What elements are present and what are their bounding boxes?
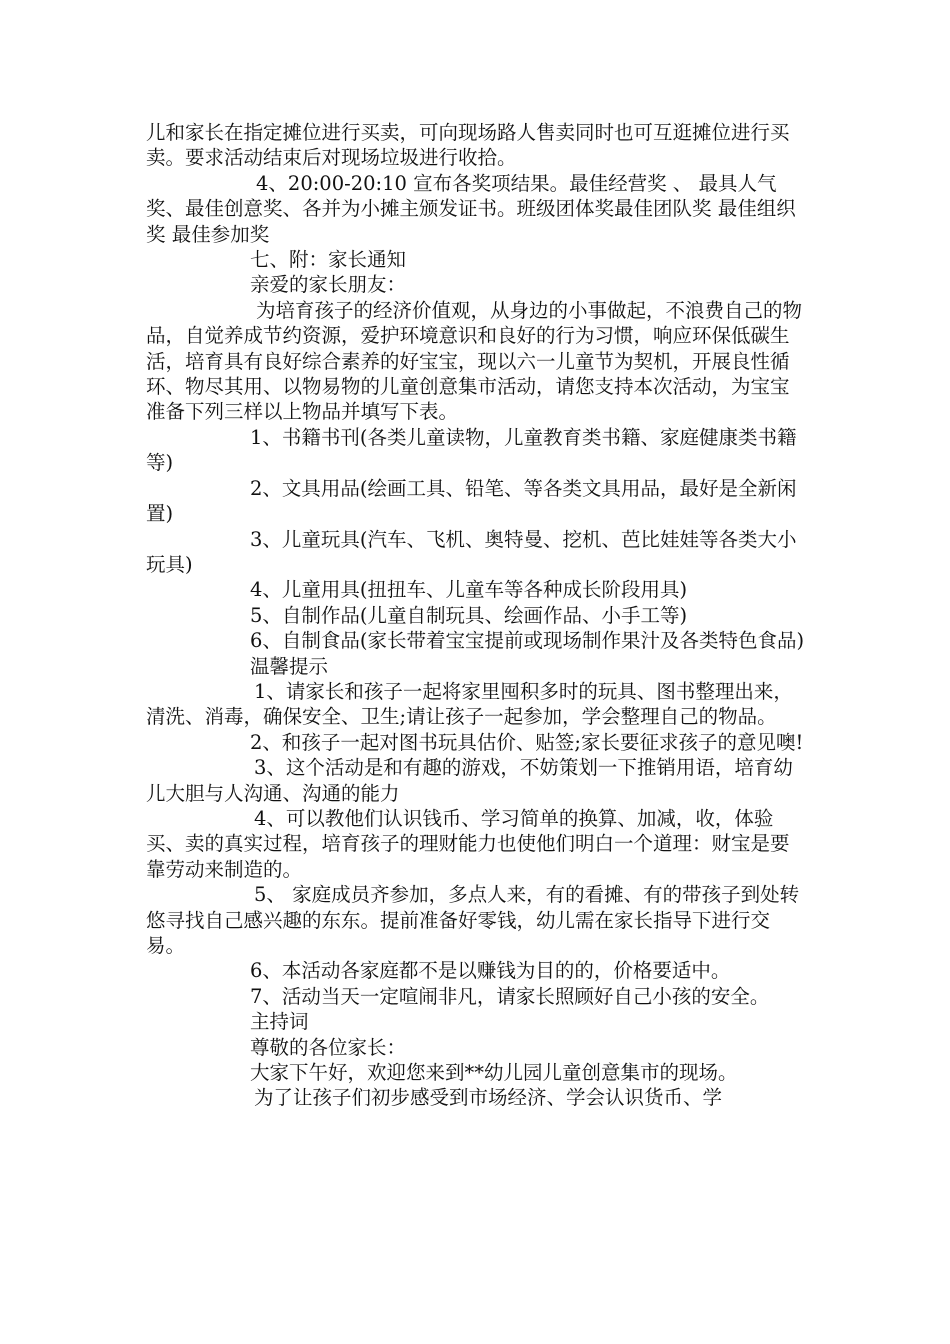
paragraph-notice-body: 为培育孩子的经济价值观，从身边的小事做起，不浪费自己的物品，自觉养成节约资源，爱护环境意识和良好的行为习惯，响应环保低碳生活，培育具有良好综合素养的好宝宝，现以六一儿童节为契机，开展良性循环、物尽其用、以物易物的儿童创意集市活动，请您支持本次活动，为宝宝准备下列三样以上物品并填写下表。 <box>146 298 803 424</box>
tip-item-5: 5、 家庭成员齐参加，多点人来，有的看摊、有的带孩子到处转悠寻找自己感兴趣的东东。提前准备好零钱，幼儿需在家长指导下进行交易。 <box>146 883 800 957</box>
tip-item-4: 4、可以教他们认识钱币、学习简单的换算、加减，收，体验买、卖的真实过程，培育孩子的理财能力也使他们明白一个道理：财宝是要靠劳动来制造的。 <box>146 806 790 881</box>
list-item-books: 1、书籍书刊(各类儿童读物，儿童教育类书籍、家庭健康类书籍等) <box>146 425 797 475</box>
list-item-handmade-works: 5、自制作品(儿童自制玩具、绘画作品、小手工等) <box>250 603 688 627</box>
salutation-host: 尊敬的各位家长： <box>250 1035 407 1059</box>
list-item-toys: 3、儿童玩具(汽车、飞机、奥特曼、挖机、芭比娃娃等各类大小玩具) <box>146 527 797 576</box>
tip-item-1: 1、请家长和孩子一起将家里囤积多时的玩具、图书整理出来，清洗、消毒，确保安全、卫生;请让孩子一起参加，学会整理自己的物品。 <box>146 679 793 729</box>
list-item-stationery: 2、文具用品(绘画工具、铅笔、等各类文具用品，最好是全新闲置) <box>146 476 797 526</box>
list-item-supplies: 4、儿童用具(扭扭车、儿童车等各种成长阶段用具) <box>250 578 688 602</box>
tip-item-3: 3、这个活动是和有趣的游戏，不妨策划一下推销用语，培育幼儿大胆与人沟通、沟通的能力 <box>146 756 793 805</box>
section-heading-tips: 温馨提示 <box>250 654 329 678</box>
paragraph-market-trading: 儿和家长在指定摊位进行买卖，可向现场路人售卖同时也可互逛摊位进行买卖。要求活动结束后对现场垃圾进行收拾。 <box>146 121 790 170</box>
section-heading-host-speech: 主持词 <box>250 1010 309 1034</box>
list-item-homemade-food: 6、自制食品(家长带着宝宝提前或现场制作果汁及各类特色食品) <box>250 629 805 653</box>
document-page <box>146 120 808 1111</box>
tip-item-6: 6、本活动各家庭都不是以赚钱为目的的，价格要适中。 <box>250 959 731 983</box>
tip-item-2: 2、和孩子一起对图书玩具估价、贴签;家长要征求孩子的意见噢! <box>250 730 804 754</box>
salutation-parents: 亲爱的家长朋友： <box>250 273 407 297</box>
paragraph-welcome: 大家下午好，欢迎您来到**幼儿园儿童创意集市的现场。 <box>250 1061 738 1085</box>
paragraph-purpose: 为了让孩子们初步感受到市场经济、学会认识货币、学 <box>254 1086 723 1110</box>
section-heading-parent-notice: 七、附：家长通知 <box>250 248 407 272</box>
paragraph-award-announcement: 4、20:00-20:10 宣布各奖项结果。最佳经营奖 、 最具人气奖、最佳创意奖、各并为小摊主颁发证书。班级团体奖最佳团队奖 最佳组织奖 最佳参加奖 <box>146 171 796 246</box>
tip-item-7: 7、活动当天一定喧闹非凡，请家长照顾好自己小孩的安全。 <box>250 984 770 1008</box>
